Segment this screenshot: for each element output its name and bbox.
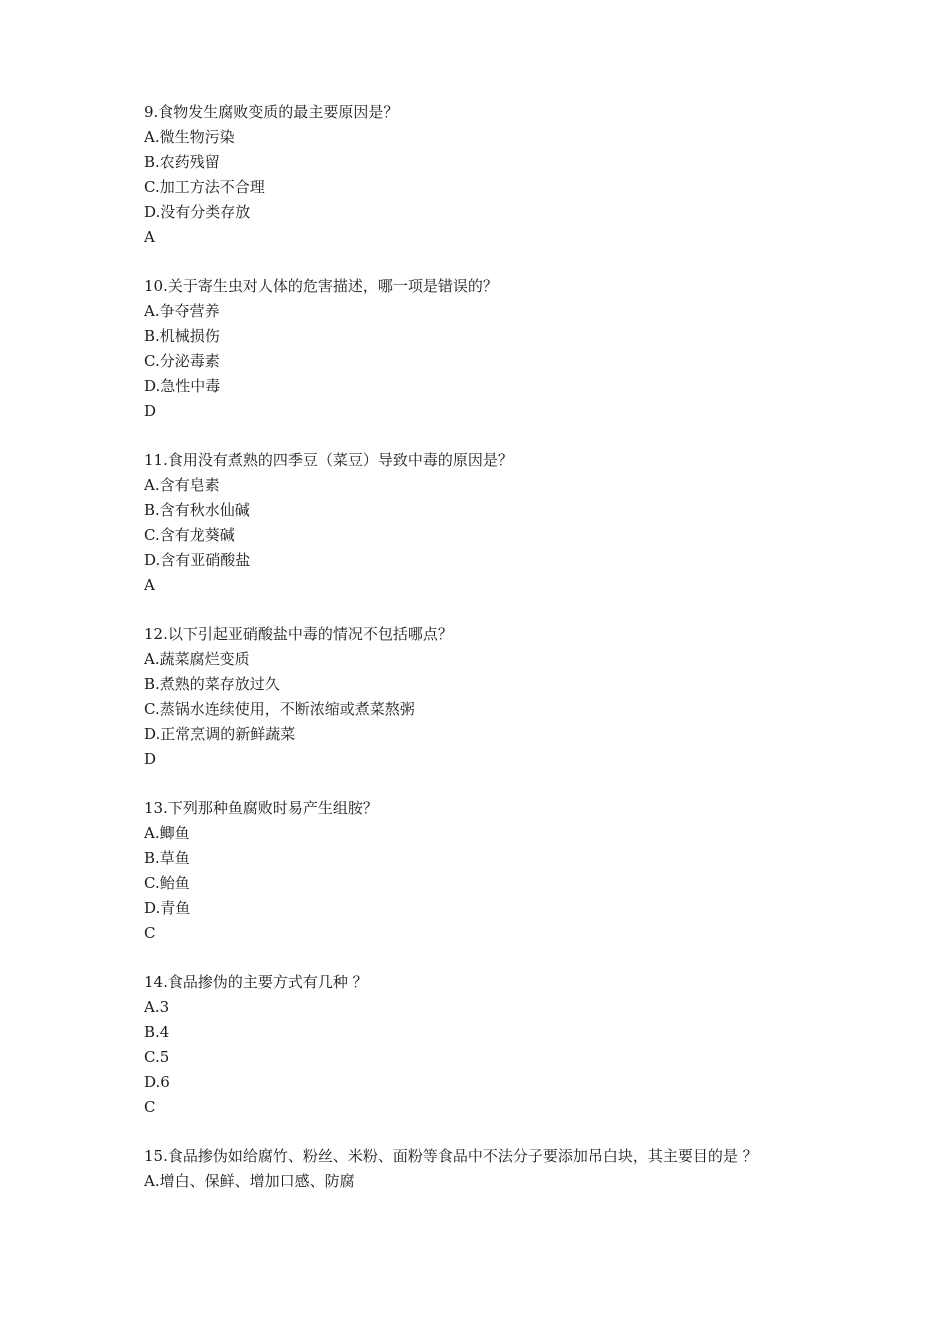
- answer: D: [144, 402, 157, 420]
- option-c: C.5: [144, 1048, 170, 1066]
- option-a: A.微生物污染: [144, 128, 235, 146]
- option-b: B.农药残留: [144, 153, 220, 171]
- option-b: B.机械损伤: [144, 327, 220, 345]
- option-a: A.含有皂素: [144, 476, 220, 494]
- option-c: C.鲐鱼: [144, 874, 190, 892]
- option-b: B.草鱼: [144, 849, 190, 867]
- answer: A: [144, 228, 155, 246]
- question-stem: 12.以下引起亚硝酸盐中毒的情况不包括哪点？: [144, 625, 453, 643]
- option-b: B.煮熟的菜存放过久: [144, 675, 280, 693]
- answer: C: [144, 1098, 156, 1116]
- option-c: C.蒸锅水连续使用，不断浓缩或煮菜熬粥: [144, 700, 415, 718]
- option-c: C.加工方法不合理: [144, 178, 265, 196]
- option-d: D.正常烹调的新鲜蔬菜: [144, 725, 296, 743]
- option-d: D.没有分类存放: [144, 203, 251, 221]
- option-b: B.含有秋水仙碱: [144, 501, 250, 519]
- option-a: A.增白、保鲜、增加口感、防腐: [144, 1172, 355, 1190]
- question-10: [144, 274, 864, 424]
- answer: A: [144, 576, 155, 594]
- option-a: A.鲫鱼: [144, 824, 190, 842]
- question-stem: 9.食物发生腐败变质的最主要原因是？: [144, 103, 399, 121]
- question-stem: 11.食用没有煮熟的四季豆（菜豆）导致中毒的原因是？: [144, 451, 513, 469]
- question-9: [144, 100, 864, 250]
- option-a: A.3: [144, 998, 170, 1016]
- answer: C: [144, 924, 156, 942]
- question-12: [144, 622, 864, 772]
- question-14: [144, 970, 864, 1120]
- question-11: [144, 448, 864, 598]
- option-d: D.6: [144, 1073, 170, 1091]
- question-13: [144, 796, 864, 946]
- document-page: [144, 100, 864, 1218]
- answer: D: [144, 750, 157, 768]
- option-c: C.含有龙葵碱: [144, 526, 235, 544]
- option-d: D.急性中毒: [144, 377, 221, 395]
- option-d: D.含有亚硝酸盐: [144, 551, 251, 569]
- question-stem: 14.食品掺伪的主要方式有几种 ？: [144, 973, 368, 991]
- option-b: B.4: [144, 1023, 170, 1041]
- question-stem: 10.关于寄生虫对人体的危害描述，哪一项是错误的？: [144, 277, 498, 295]
- option-d: D.青鱼: [144, 899, 191, 917]
- option-c: C.分泌毒素: [144, 352, 220, 370]
- question-stem: 13.下列那种鱼腐败时易产生组胺？: [144, 799, 378, 817]
- question-stem: 15.食品掺伪如给腐竹、粉丝、米粉、面粉等食品中不法分子要添加吊白块，其主要目的是 ？: [144, 1147, 758, 1165]
- option-a: A.争夺营养: [144, 302, 220, 320]
- question-15: [144, 1144, 864, 1194]
- option-a: A.蔬菜腐烂变质: [144, 650, 250, 668]
